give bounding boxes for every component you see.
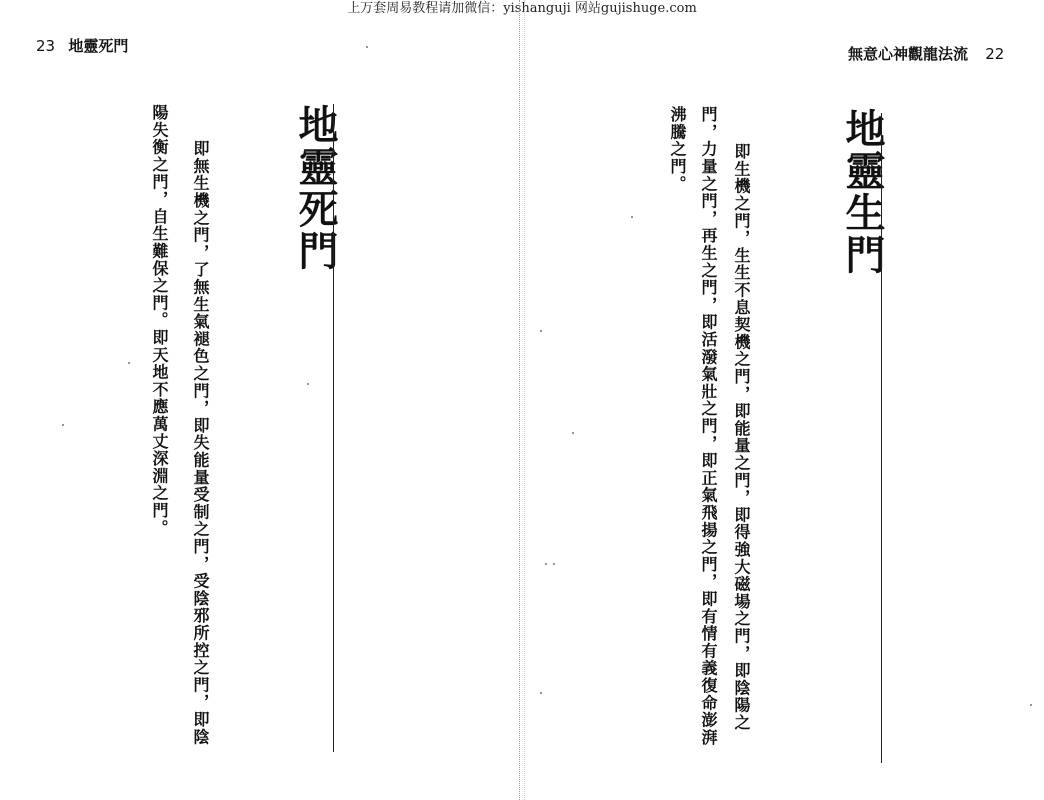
- scan-speck: [62, 424, 64, 426]
- right-body-column-3: 沸騰之門。: [668, 106, 687, 193]
- left-running-head: 地靈死門: [68, 37, 129, 55]
- scan-speck: [553, 563, 555, 565]
- scan-speck: [572, 432, 574, 434]
- left-page-number: 23: [36, 37, 56, 55]
- left-title-rule: [333, 104, 334, 752]
- watermark-text: 上万套周易教程请加微信：yishanguji 网站gujishuge.com: [347, 1, 697, 16]
- left-page-header: [36, 37, 128, 55]
- scan-speck: [545, 563, 547, 565]
- scan-speck: [631, 216, 633, 218]
- scan-speck: [540, 330, 542, 332]
- book-spine: [519, 0, 520, 800]
- left-page-title: 地靈死門: [292, 104, 338, 272]
- right-running-head: 無意心神觀龍法流: [848, 45, 969, 63]
- right-page-header: [848, 45, 1004, 63]
- book-spine-shadow: [524, 0, 525, 800]
- right-page-number: 22: [985, 45, 1005, 63]
- left-body-column-1: 即無生機之門，了無生氣褪色之門，即失能量受制之門，受陰邪所控之門，即陰: [191, 140, 210, 746]
- right-title-rule: [881, 113, 882, 763]
- scan-speck: [128, 362, 130, 364]
- left-body-column-2: 陽失衡之門，自生難保之門。即天地不應萬丈深淵之門。: [150, 104, 169, 537]
- scan-speck: [1030, 704, 1032, 706]
- scan-speck: [540, 692, 542, 694]
- scan-speck: [307, 383, 309, 385]
- right-body-column-2: 門，力量之門，再生之門，即活潑氣壯之門，即正氣飛揚之門，即有情有義復命澎湃: [699, 106, 718, 747]
- scan-speck: [366, 46, 368, 48]
- right-page-title: 地靈生門: [839, 108, 885, 276]
- right-body-column-1: 即生機之門，生生不息契機之門，即能量之門，即得強大磁場之門，即陰陽之: [732, 143, 751, 732]
